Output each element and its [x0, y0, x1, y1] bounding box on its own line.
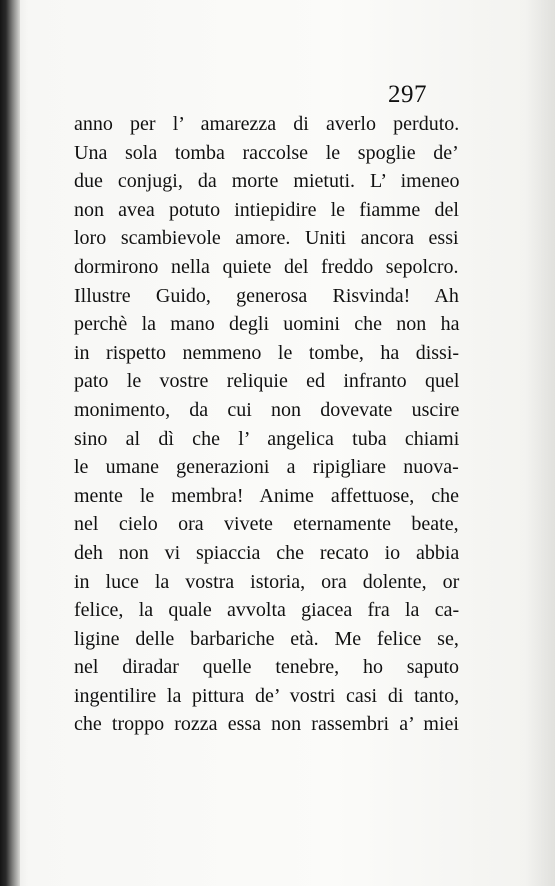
text-line: perchè la mano degli uomini che non ha	[74, 313, 460, 336]
text-line: dormirono nella quiete del freddo sepolcro.	[74, 255, 459, 278]
text-line: nel diradar quelle tenebre, ho saputo	[74, 656, 459, 679]
text-line: monimento, da cui non dovevate uscire	[74, 398, 460, 421]
text-line: deh non vi spiaccia che recato io abbia	[74, 541, 460, 564]
text-line: ingentilire la pittura de’ vostri casi di tanto,	[74, 684, 460, 707]
page-edge-shadow	[525, 0, 555, 886]
text-line: felice, la quale avvolta giacea fra la ca-	[74, 599, 460, 622]
text-line: le umane generazioni a ripigliare nuova-	[74, 456, 459, 479]
text-line: che troppo rozza essa non rassembri a’ miei	[74, 713, 459, 736]
text-line: loro scambievole amore. Uniti ancora essi	[74, 227, 459, 250]
book-spine-shadow	[0, 0, 20, 886]
text-line: in luce la vostra istoria, ora dolente, or	[74, 570, 460, 593]
text-line: due conjugi, da morte mietuti. L’ imeneo	[74, 170, 460, 193]
text-line: nel cielo ora vivete eternamente beate,	[74, 513, 459, 536]
text-line: mente le membra! Anime affettuose, che	[74, 484, 460, 507]
page-number: 297	[388, 81, 427, 108]
body-text	[74, 110, 459, 739]
text-line: sino al dì che l’ angelica tuba chiami	[74, 427, 460, 450]
text-line: pato le vostre reliquie ed infranto quel	[74, 370, 460, 393]
text-line: Illustre Guido, generosa Risvinda! Ah	[74, 284, 459, 307]
text-line: anno per l’ amarezza di averlo perduto.	[74, 113, 460, 135]
text-line: non avea potuto intiepidire le fiamme del	[74, 198, 459, 221]
text-line: Una sola tomba raccolse le spoglie de’	[74, 141, 459, 164]
text-line: in rispetto nemmeno le tombe, ha dissi-	[74, 341, 460, 364]
text-line: ligine delle barbariche età. Me felice se,	[74, 627, 459, 650]
